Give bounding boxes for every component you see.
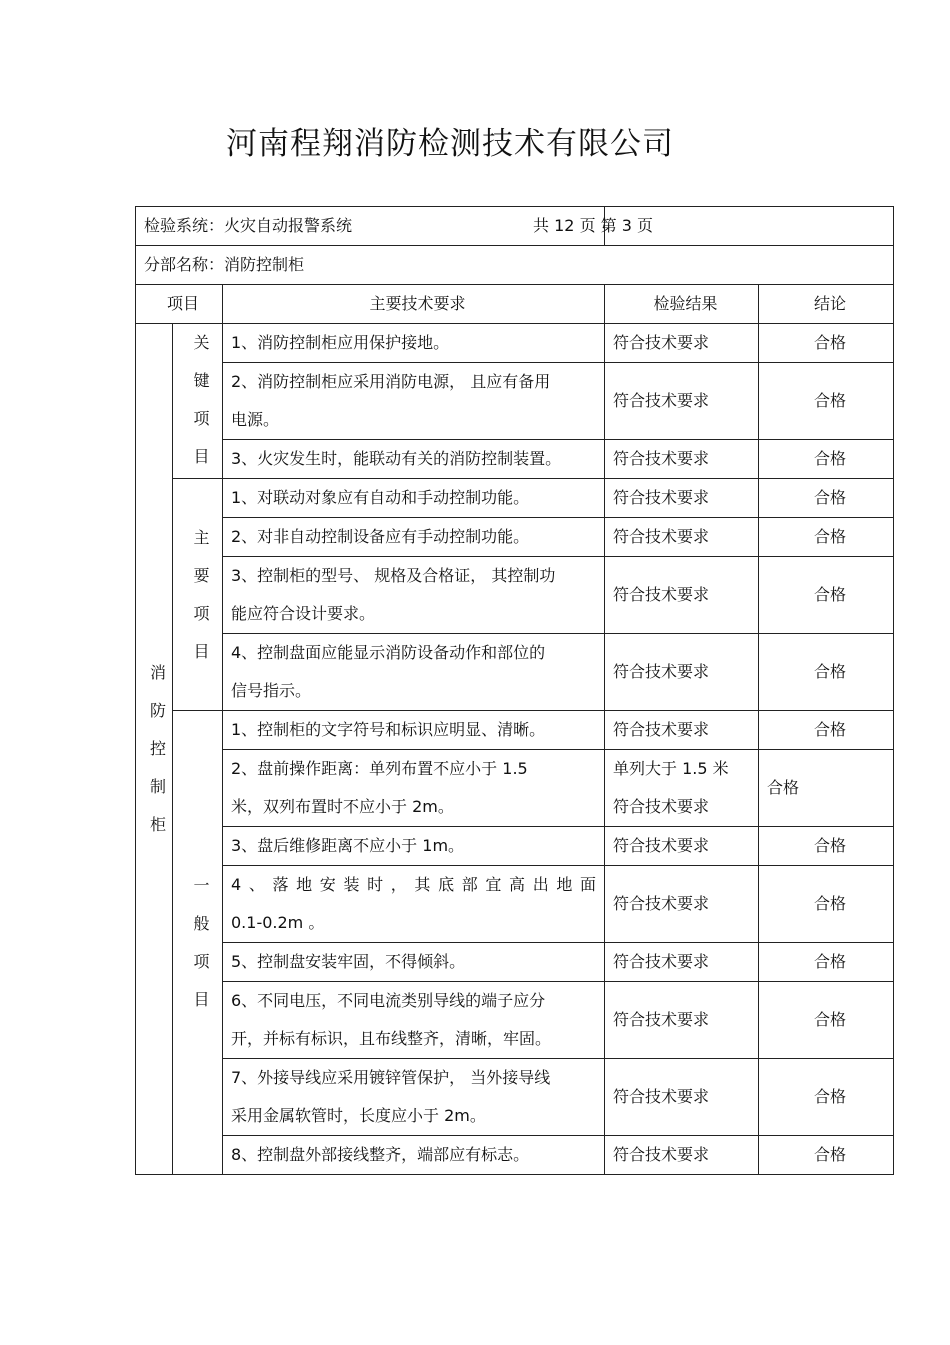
result-g3: 符合技术要求 <box>605 827 759 866</box>
req-g4: 4、落地安装时，其底部宜高出地面 0.1-0.2m 。 <box>223 866 605 943</box>
conclusion-m3: 合格 <box>759 557 894 634</box>
result-m1: 符合技术要求 <box>605 479 759 518</box>
result-m4: 符合技术要求 <box>605 634 759 711</box>
result-g8: 符合技术要求 <box>605 1136 759 1175</box>
col-header-requirement: 主要技术要求 <box>223 285 605 324</box>
result-k1: 符合技术要求 <box>605 324 759 363</box>
req-m3: 3、控制柜的型号、 规格及合格证， 其控制功 能应符合设计要求。 <box>223 557 605 634</box>
req-g2: 2、盘前操作距离：单列布置不应小于 1.5 米，双列布置时不应小于 2m。 <box>223 750 605 827</box>
result-m2: 符合技术要求 <box>605 518 759 557</box>
conclusion-k1: 合格 <box>759 324 894 363</box>
req-k2: 2、消防控制柜应采用消防电源， 且应有备用 电源。 <box>223 363 605 440</box>
conclusion-m4: 合格 <box>759 634 894 711</box>
result-g4: 符合技术要求 <box>605 866 759 943</box>
req-k1: 1、消防控制柜应用保护接地。 <box>223 324 605 363</box>
conclusion-g3: 合格 <box>759 827 894 866</box>
req-k3: 3、火灾发生时，能联动有关的消防控制装置。 <box>223 440 605 479</box>
result-g6: 符合技术要求 <box>605 982 759 1059</box>
conclusion-k2: 合格 <box>759 363 894 440</box>
conclusion-g5: 合格 <box>759 943 894 982</box>
req-m4: 4、控制盘面应能显示消防设备动作和部位的 信号指示。 <box>223 634 605 711</box>
group-main-items: 主 要 项 目 <box>173 479 223 711</box>
req-g3: 3、盘后维修距离不应小于 1m。 <box>223 827 605 866</box>
conclusion-g4: 合格 <box>759 866 894 943</box>
conclusion-g2: 合格 <box>759 750 894 827</box>
result-g2: 单列大于 1.5 米 符合技术要求 <box>605 750 759 827</box>
col-header-result: 检验结果 <box>605 285 759 324</box>
conclusion-m1: 合格 <box>759 479 894 518</box>
inspection-system: 检验系统：火灾自动报警系统 <box>136 207 605 246</box>
req-g6: 6、不同电压，不同电流类别导线的端子应分 开，并标有标识，且布线整齐，清晰，牢固。 <box>223 982 605 1059</box>
group-general-items: 一 般 项 目 <box>173 711 223 1175</box>
req-g7: 7、外接导线应采用镀锌管保护， 当外接导线 采用金属软管时，长度应小于 2m。 <box>223 1059 605 1136</box>
document-title: 河南程翔消防检测技术有限公司 <box>226 126 674 162</box>
req-g8: 8、控制盘外部接线整齐，端部应有标志。 <box>223 1136 605 1175</box>
result-g7: 符合技术要求 <box>605 1059 759 1136</box>
group-key-items: 关 键 项 目 <box>173 324 223 479</box>
conclusion-g8: 合格 <box>759 1136 894 1175</box>
conclusion-g1: 合格 <box>759 711 894 750</box>
inspection-table <box>135 206 894 1175</box>
req-m2: 2、对非自动控制设备应有手动控制功能。 <box>223 518 605 557</box>
conclusion-k3: 合格 <box>759 440 894 479</box>
result-k3: 符合技术要求 <box>605 440 759 479</box>
conclusion-g6: 合格 <box>759 982 894 1059</box>
result-g5: 符合技术要求 <box>605 943 759 982</box>
result-m3: 符合技术要求 <box>605 557 759 634</box>
col-header-item: 项目 <box>136 285 223 324</box>
page-count: 共 12 页 第 3 页 <box>605 207 894 246</box>
req-g1: 1、控制柜的文字符号和标识应明显、清晰。 <box>223 711 605 750</box>
category-label: 消 防 控 制 柜 <box>136 324 173 1175</box>
conclusion-g7: 合格 <box>759 1059 894 1136</box>
col-header-conclusion: 结论 <box>759 285 894 324</box>
conclusion-m2: 合格 <box>759 518 894 557</box>
req-g5: 5、控制盘安装牢固，不得倾斜。 <box>223 943 605 982</box>
result-k2: 符合技术要求 <box>605 363 759 440</box>
req-m1: 1、对联动对象应有自动和手动控制功能。 <box>223 479 605 518</box>
result-g1: 符合技术要求 <box>605 711 759 750</box>
part-name: 分部名称：消防控制柜 <box>136 246 894 285</box>
